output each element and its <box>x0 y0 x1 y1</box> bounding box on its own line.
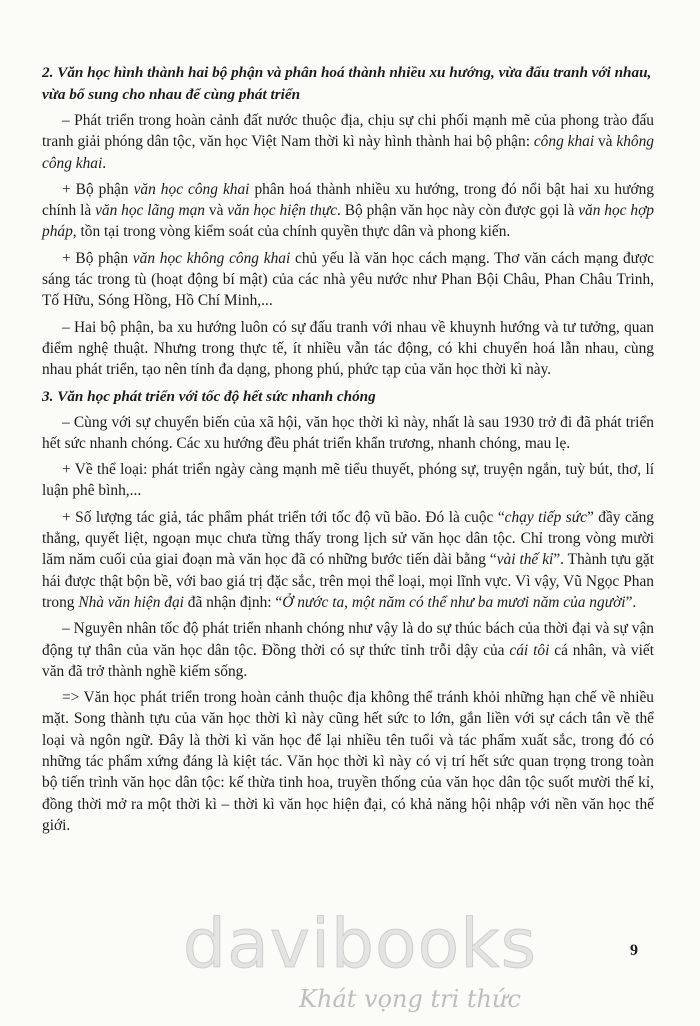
section-3-paragraph-2: + Về thể loại: phát triển ngày càng mạnh mẽ tiểu thuyết, phóng sự, truyện ngắn, tuỳ bút, thơ, lí luận phê bình,... <box>42 461 654 500</box>
section-3-paragraph-1: – Cùng với sự chuyển biến của xã hội, văn học thời kì này, nhất là sau 1930 trở đi đã phát triển hết sức nhanh chóng. Các xu hướng đều phát triển khẩn trương, nhanh chóng, mau lẹ. <box>42 413 654 452</box>
section-3-heading: 3. Văn học phát triển với tốc độ hết sức nhanh chóng <box>42 387 376 405</box>
section-2-paragraph-1: – Phát triển trong hoàn cảnh đất nước thuộc địa, chịu sự chi phối mạnh mẽ của phong trào đấu tranh giải phóng dân tộc, văn học Việt Nam thời kì này hình thành hai bộ phận: công khai và không công khai. <box>42 112 654 172</box>
page-number: 9 <box>630 942 638 959</box>
section-3-paragraph-4: – Nguyên nhân tốc độ phát triển nhanh chóng như vậy là do sự thúc bách của thời đại và sự vận động tự thân của văn học dân tộc. Đồng thời có sự thức tỉnh trỗi dậy của cái tôi cá nhân, và viết văn đã trở thành nghề kiếm sống. <box>42 620 654 680</box>
section-2-paragraph-3: + Bộ phận văn học không công khai chủ yếu là văn học cách mạng. Thơ văn cách mạng được sáng tác trong tù (hoạt động bí mật) của các nhà yêu nước như Phan Bội Châu, Phan Châu Trinh, Tố Hữu, Sóng Hồng, Hồ Chí Minh,... <box>42 249 654 310</box>
page-content <box>42 62 654 841</box>
section-2-paragraph-2: + Bộ phận văn học công khai phân hoá thành nhiều xu hướng, trong đó nổi bật hai xu hướng chính là văn học lãng mạn và văn học hiện thực. Bộ phận văn học này còn được gọi là văn học hợp pháp, tồn tại trong vòng kiểm soát của chính quyền thực dân và phong kiến. <box>42 180 654 241</box>
section-3-paragraph-5: => Văn học phát triển trong hoàn cảnh thuộc địa không thể tránh khỏi những hạn chế về nhiều mặt. Song thành tựu của văn học thời kì này cũng hết sức to lớn, gắn liền với sự cách tân về thể loại và ngôn ngữ. Đây là thời kì văn học để lại nhiều tên tuổi và tác phẩm xuất sắc, trong đó có những tác phẩm xứng đáng là kiệt tác. Văn học thời kì này có vị trí hết sức quan trọng trong toàn bộ tiến trình văn học dân tộc: kế thừa tinh hoa, truyền thống của văn học dân tộc suốt mười thế kỉ, đồng thời mở ra một thời kì – thời kì văn học hiện đại, có khả năng hội nhập với nền văn học thế giới. <box>42 689 654 834</box>
watermark-logo: davibooks <box>182 905 538 984</box>
section-3-paragraph-3: + Số lượng tác giả, tác phẩm phát triển tới tốc độ vũ bão. Đó là cuộc “chạy tiếp sức” đầy căng thẳng, quyết liệt, ngoạn mục chưa từng thấy trong lịch sử văn học dân tộc. Chỉ trong vòng mười lăm năm cuối của giai đoạn mà văn học đã có những bước tiến dài bằng “vài thế kỉ”. Thành tựu gặt hái được thật bộn bề, với bao giá trị đặc sắc, trên mọi thể loại, mọi lĩnh vực. Vì vậy, Vũ Ngọc Phan trong Nhà văn hiện đại đã nhận định: “Ở nước ta, một năm có thể như ba mươi năm của người”. <box>42 508 654 611</box>
section-2-heading: 2. Văn học hình thành hai bộ phận và phân hoá thành nhiều xu hướng, vừa đấu tranh với nhau, vừa bổ sung cho nhau để cùng phát triển <box>42 64 652 103</box>
watermark-tagline: Khát vọng tri thức <box>299 985 521 1013</box>
section-2-paragraph-4: – Hai bộ phận, ba xu hướng luôn có sự đấu tranh với nhau về khuynh hướng và tư tưởng, quan điểm nghệ thuật. Nhưng trong thực tế, ít nhiều vẫn tác động, có khi chuyển hoá lẫn nhau, cùng nhau phát triển, tạo nên tính đa dạng, phong phú, phức tạp của văn học thời kì này. <box>42 318 654 379</box>
